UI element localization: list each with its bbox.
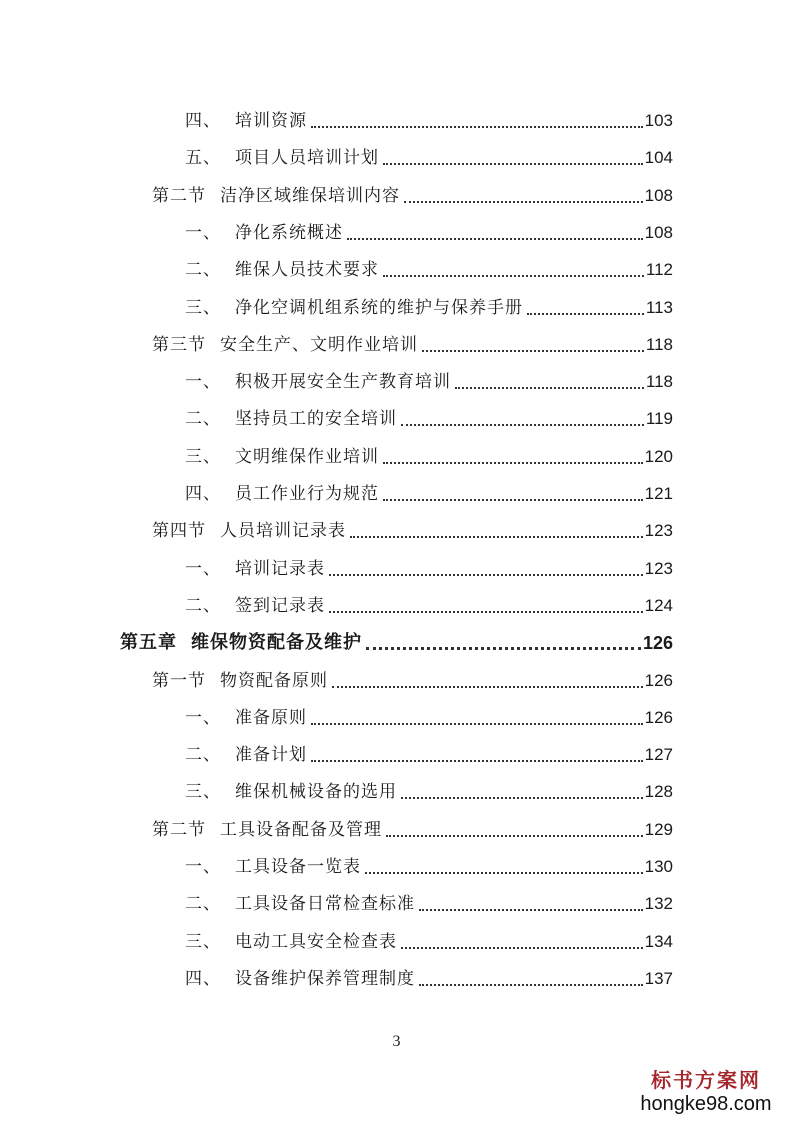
toc-entry[interactable]	[185, 554, 673, 580]
toc-entry-label	[185, 147, 379, 169]
toc-entry-page: 137	[644, 969, 673, 988]
toc-entry-page: 134	[644, 932, 673, 951]
toc-entry-number: 二、	[185, 260, 221, 280]
toc-entry-title: 净化系统概述	[235, 223, 343, 243]
toc-entry-number: 四、	[185, 484, 221, 504]
toc-entry-number: 四、	[185, 969, 221, 989]
toc-entry-number: 三、	[185, 298, 221, 318]
toc-entry-number: 一、	[185, 708, 221, 728]
toc-dot-leader	[401, 947, 643, 949]
toc-entry[interactable]	[185, 404, 673, 430]
toc-entry[interactable]	[185, 740, 673, 766]
toc-entry-page: 120	[644, 447, 673, 466]
toc-entry-number: 二、	[185, 596, 221, 616]
toc-entry-label	[120, 632, 362, 654]
toc-entry-title: 准备原则	[235, 708, 307, 728]
toc-entry-number: 一、	[185, 857, 221, 877]
toc-entry-title: 工具设备日常检查标准	[235, 894, 415, 914]
toc-entry-number: 五、	[185, 148, 221, 168]
toc-entry-page: 118	[645, 372, 673, 391]
toc-entry-title: 物资配备原则	[220, 671, 328, 691]
toc-dot-leader	[383, 462, 643, 464]
toc-entry-number: 第五章	[120, 632, 177, 653]
toc-entry-label	[152, 334, 418, 356]
toc-dot-leader	[386, 835, 643, 837]
toc-entry-title: 设备维护保养管理制度	[235, 969, 415, 989]
toc-entry-page: 126	[644, 671, 673, 690]
toc-entry-label	[152, 185, 400, 207]
toc-entry[interactable]	[152, 181, 673, 207]
toc-entry-label	[185, 893, 415, 915]
toc-dot-leader	[329, 611, 643, 613]
toc-entry[interactable]	[152, 516, 673, 542]
toc-entry-label	[185, 408, 397, 430]
toc-entry-title: 工具设备一览表	[235, 857, 361, 877]
toc-entry[interactable]	[185, 479, 673, 505]
toc-entry-label	[152, 670, 328, 692]
toc-entry-title: 维保人员技术要求	[235, 260, 379, 280]
toc-entry[interactable]	[185, 218, 673, 244]
toc-entry-page: 124	[644, 596, 673, 615]
toc-entry-label	[185, 110, 307, 132]
toc-entry-label	[185, 707, 307, 729]
toc-entry-label	[152, 520, 346, 542]
toc-entry-label	[185, 931, 397, 953]
toc-entry-page: 104	[644, 148, 673, 167]
toc-entry-page: 118	[645, 335, 673, 354]
toc-entry-page: 108	[644, 223, 673, 242]
toc-entry-title: 培训资源	[235, 111, 307, 131]
toc-entry[interactable]	[185, 106, 673, 132]
toc-entry-title: 积极开展安全生产教育培训	[235, 372, 451, 392]
toc-entry[interactable]	[185, 591, 673, 617]
toc-entry[interactable]	[185, 964, 673, 990]
toc-entry-page: 130	[644, 857, 673, 876]
toc-entry-number: 二、	[185, 894, 221, 914]
toc-entry-title: 洁净区域维保培训内容	[220, 186, 400, 206]
toc-entry-label	[185, 595, 325, 617]
toc-entry-title: 电动工具安全检查表	[235, 932, 397, 952]
toc-dot-leader	[419, 909, 643, 911]
toc-entry-title: 员工作业行为规范	[235, 484, 379, 504]
toc-entry[interactable]	[185, 889, 673, 915]
toc-entry[interactable]	[185, 143, 673, 169]
toc-dot-leader	[350, 536, 643, 538]
toc-dot-leader	[365, 872, 643, 874]
toc-entry-page: 121	[644, 484, 673, 503]
toc-dot-leader	[455, 387, 644, 389]
toc-entry-title: 人员培训记录表	[220, 521, 346, 541]
toc-entry-number: 一、	[185, 223, 221, 243]
toc-entry-page: 108	[644, 186, 673, 205]
toc-entry-label	[152, 819, 382, 841]
toc-entry-title: 项目人员培训计划	[235, 148, 379, 168]
toc-entry-title: 安全生产、文明作业培训	[220, 335, 418, 355]
toc-entry-page: 127	[644, 745, 673, 764]
toc-dot-leader	[383, 275, 644, 277]
toc-entry-number: 三、	[185, 447, 221, 467]
toc-entry[interactable]	[185, 442, 673, 468]
toc-entry-label	[185, 297, 523, 319]
watermark-url: hongke98.com	[640, 1093, 772, 1115]
toc-dot-leader	[383, 163, 643, 165]
toc-entry-label	[185, 968, 415, 990]
toc-entry-label	[185, 558, 325, 580]
toc-entry-number: 二、	[185, 409, 221, 429]
toc-entry-label	[185, 483, 379, 505]
toc-dot-leader	[404, 201, 643, 203]
toc-entry-label	[185, 856, 361, 878]
toc-dot-leader	[366, 647, 641, 650]
toc-dot-leader	[419, 984, 643, 986]
toc-entry-number: 第一节	[152, 671, 206, 691]
toc-entry-number: 第四节	[152, 521, 206, 541]
toc-entry-title: 维保机械设备的选用	[235, 782, 397, 802]
toc-entry-number: 三、	[185, 782, 221, 802]
toc-dot-leader	[383, 499, 643, 501]
toc-entry-title: 签到记录表	[235, 596, 325, 616]
toc-entry[interactable]	[185, 852, 673, 878]
toc-entry[interactable]	[185, 367, 673, 393]
watermark	[631, 1064, 781, 1116]
toc-entry-page: 128	[644, 782, 673, 801]
toc-entry-number: 二、	[185, 745, 221, 765]
toc-entry-title: 文明维保作业培训	[235, 447, 379, 467]
toc-entry[interactable]	[185, 777, 673, 803]
toc-entry-number: 一、	[185, 372, 221, 392]
page-number: 3	[392, 1033, 401, 1050]
toc-entry-title: 维保物资配备及维护	[191, 632, 362, 653]
toc-dot-leader	[311, 760, 643, 762]
toc-entry[interactable]	[120, 628, 673, 654]
toc-entry-page: 119	[645, 409, 673, 428]
toc-dot-leader	[332, 686, 643, 688]
toc-entry[interactable]	[185, 293, 673, 319]
toc-entry-label	[185, 744, 307, 766]
toc-dot-leader	[311, 126, 643, 128]
toc-entry[interactable]	[152, 666, 673, 692]
toc-dot-leader	[329, 574, 643, 576]
toc-entry[interactable]	[152, 330, 673, 356]
toc-entry-page: 132	[644, 894, 673, 913]
toc-entry-title: 工具设备配备及管理	[220, 820, 382, 840]
toc-entry-page: 123	[644, 521, 673, 540]
toc-entry-number: 第二节	[152, 820, 206, 840]
toc-entry-title: 坚持员工的安全培训	[235, 409, 397, 429]
toc-entry-label	[185, 371, 451, 393]
toc-entry-page: 113	[645, 298, 673, 317]
toc-entry-label	[185, 259, 379, 281]
toc-dot-leader	[422, 350, 644, 352]
toc-entry-page: 112	[645, 260, 673, 279]
toc-entry-number: 三、	[185, 932, 221, 952]
toc-entry-page: 129	[644, 820, 673, 839]
toc-dot-leader	[311, 723, 643, 725]
toc-entry-number: 第二节	[152, 186, 206, 206]
toc-dot-leader	[527, 313, 644, 315]
toc-entry-page: 123	[644, 559, 673, 578]
toc-entry-label	[185, 446, 379, 468]
toc-dot-leader	[401, 797, 643, 799]
toc-entry-label	[185, 781, 397, 803]
toc-entry-title: 准备计划	[235, 745, 307, 765]
toc-entry[interactable]	[185, 927, 673, 953]
toc-entry-number: 四、	[185, 111, 221, 131]
toc-entry-page: 126	[642, 633, 673, 653]
toc-entry-label	[185, 222, 343, 244]
watermark-title: 标书方案网	[651, 1068, 761, 1092]
toc-dot-leader	[347, 238, 643, 240]
toc-entry[interactable]	[185, 703, 673, 729]
toc-entry-number: 一、	[185, 559, 221, 579]
toc-entry-number: 第三节	[152, 335, 206, 355]
toc-entry-title: 净化空调机组系统的维护与保养手册	[235, 298, 523, 318]
toc-entry[interactable]	[152, 815, 673, 841]
toc-entry[interactable]	[185, 255, 673, 281]
toc-entry-title: 培训记录表	[235, 559, 325, 579]
toc-dot-leader	[401, 424, 644, 426]
toc-entry-page: 103	[644, 111, 673, 130]
toc-entry-page: 126	[644, 708, 673, 727]
